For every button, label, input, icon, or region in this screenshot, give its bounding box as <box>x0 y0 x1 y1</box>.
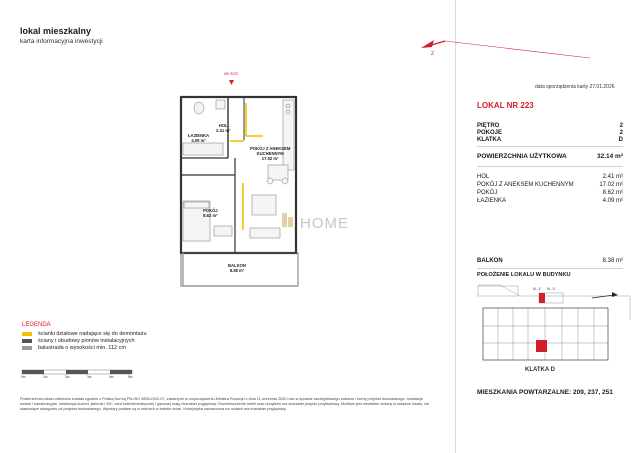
header-subtitle: karta informacyjna inwestycji <box>20 38 103 45</box>
living-furniture <box>250 195 280 238</box>
scale-label: 4m <box>109 375 114 379</box>
room-label-pokoj: POKÓJ 8.62 m² <box>203 208 218 218</box>
repeated-units: MIESZKANIA POWTARZALNE: 209, 237, 251 <box>477 389 613 396</box>
svg-text:Z: Z <box>431 51 435 57</box>
legend-item: ściany i obudowy pionów instalacyjnych <box>22 338 135 344</box>
room-row-hol: HOL 2.41 m² <box>477 174 623 180</box>
room-label-lazienka: ŁAZIENKA 4.09 m² <box>188 133 210 143</box>
stairwell-row: KLATKA D <box>477 137 623 143</box>
room-row-salon: POKÓJ Z ANEKSEM KUCHENNYM 17.02 m² <box>477 182 623 188</box>
room-label-balkon: BALKON 8.38 m² <box>228 263 246 273</box>
watermark-logo <box>282 213 293 227</box>
footer-note: Powierzchnia lokalu obliczona została zgodnie z Polską Normą PN-ISO 9836:2022-07, zawartymi w rozporządzeniu Ministra Rozwoju z dnia 11 września 2020 roku w sprawie szczegółowego zakresu i formy projektu budowlanego. Instalacje wodne i kanalizacyjne, lokalizacja kuchni, łazienki i WC, sieci teleinformatycznej i gazowej mają charakter poglądowy. Rozmieszczenie mebli oraz urządzeń ma charakter jedynie przykładowy. Możliwe jest niewielkie zmiany w układzie lokalu, nie stanowiące odstępstw od projektu budowlanego. Wymiary podane są w metrach w świetle ścian. Kolorystyka zaznaczona na rzutach ma charakter poglądowy. <box>20 397 430 412</box>
watermark-text: HOME <box>300 215 349 232</box>
scale-label: 1m <box>43 375 48 379</box>
legend-item: ścianki działowe nadające się do demontażu <box>22 331 147 337</box>
header-title: lokal mieszkalny <box>20 26 92 36</box>
key-label-e: KL. E <box>533 287 541 291</box>
entrance-label: WEJŚCIE <box>224 72 239 76</box>
scale-label: 3m <box>87 375 92 379</box>
room-label-hol: HOL 2.41 m² <box>216 123 231 133</box>
unit-name: LOKAL NR 223 <box>477 101 534 110</box>
entrance-arrow-icon <box>229 80 234 85</box>
legend-title: LEGENDA <box>22 322 51 328</box>
scale-bar <box>22 370 132 374</box>
balcony-row: BALKON 8.38 m² <box>477 258 623 264</box>
room-row-pokoj: POKÓJ 8.62 m² <box>477 190 623 196</box>
rule <box>477 146 623 147</box>
scale-label: 2m <box>65 375 70 379</box>
rule <box>477 166 623 167</box>
bedroom-furniture <box>183 201 232 241</box>
scale-label: 0m <box>21 375 26 379</box>
key-label-d: KL. D <box>547 287 555 291</box>
floor-row: PIĘTRO 2 <box>477 123 623 129</box>
location-title: POŁOŻENIE LOKALU W BUDYNKU <box>477 272 571 278</box>
rooms-count-row: POKOJE 2 <box>477 130 623 136</box>
building-location-diagram <box>478 285 630 360</box>
total-area-row: POWIERZCHNIA UŻYTKOWA 32.14 m² <box>477 153 623 160</box>
stairwell-caption: KLATKA D <box>525 367 555 373</box>
legend-item: balustrada o wysokości min. 112 cm <box>22 345 126 351</box>
rule <box>477 268 623 269</box>
north-arrow-icon <box>421 40 590 58</box>
room-label-salon: POKÓJ Z ANEKSEM KUCHENNYM 17.02 m² <box>250 146 291 161</box>
date-line: data sporządzenia karty 27.01.2026 <box>535 84 615 90</box>
room-row-lazienka: ŁAZIENKA 4.09 m² <box>477 198 623 204</box>
kitchen-fixtures <box>267 100 294 184</box>
scale-label: 5m <box>128 375 133 379</box>
